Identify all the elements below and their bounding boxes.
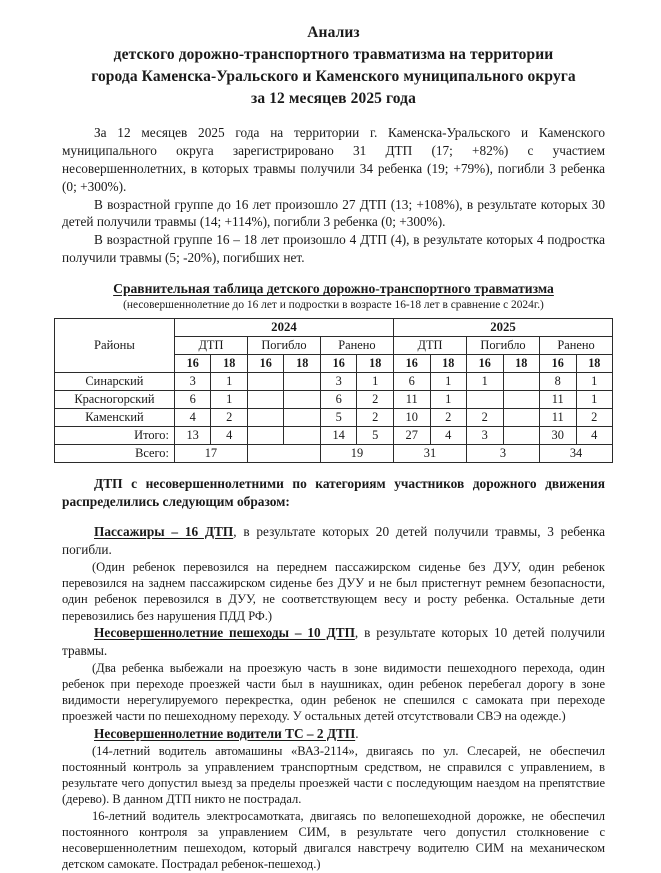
table-group-2024-dtp: ДТП: [174, 337, 247, 355]
table-cell-grand: 34: [540, 445, 613, 463]
section-note-drivers-2: 16-летний водитель электросамотката, двигаясь по велопешеходной дорожке, не обеспечил постоянного контроля за управлением СИМ, в результате чего допустил столкновение с несовершеннолетним пешеходом, который двигался навстречу водителю СИМ на механическом детском самокате. Пострадал ребенок-пешеход.): [62, 808, 605, 872]
table-cell: 1: [211, 391, 248, 409]
table-cell: 5: [357, 427, 394, 445]
table-cell: 2: [357, 409, 394, 427]
table-cell: [284, 427, 321, 445]
table-cell: 1: [430, 373, 467, 391]
page-title: [62, 22, 605, 110]
title-line-1: Анализ: [307, 24, 360, 41]
table-head: [54, 319, 612, 373]
table-cell-region: Каменский: [54, 409, 174, 427]
table-cell: [503, 427, 540, 445]
table-cell: 4: [174, 409, 211, 427]
table-year-2025: 2025: [394, 319, 613, 337]
table-cell: 6: [394, 373, 431, 391]
table-cell-grand: 17: [174, 445, 247, 463]
table-corner-header: Районы: [54, 319, 174, 373]
table-row: [54, 409, 612, 427]
table-cell: 6: [320, 391, 357, 409]
table-cell-grand: 31: [394, 445, 467, 463]
table-cell: [247, 427, 284, 445]
table-row: [54, 391, 612, 409]
table-cell: [284, 391, 321, 409]
table-cell: 2: [467, 409, 504, 427]
table-cell: 27: [394, 427, 431, 445]
table-group-2025-dtp: ДТП: [394, 337, 467, 355]
table-cell-grand: [247, 445, 320, 463]
table-cell: 1: [357, 373, 394, 391]
table-cell: 30: [540, 427, 577, 445]
title-line-4: за 12 месяцев 2025 года: [251, 90, 416, 107]
table-cell: [247, 373, 284, 391]
table-cell: [247, 391, 284, 409]
table-cell: [284, 409, 321, 427]
table-cell: 11: [540, 409, 577, 427]
title-line-2: детского дорожно-транспортного травматизма на территории: [113, 46, 554, 63]
table-cell: 3: [174, 373, 211, 391]
table-cell: 2: [576, 409, 613, 427]
table-cell: 1: [576, 391, 613, 409]
table-header-row-year: [54, 319, 612, 337]
table-body: [54, 373, 612, 463]
table-cell: 10: [394, 409, 431, 427]
table-group-2024-injured: Ранено: [320, 337, 393, 355]
table-cell-region: Красногорский: [54, 391, 174, 409]
table-caption: [62, 280, 605, 311]
title-line-3: города Каменска-Уральского и Каменского муниципального округа: [91, 68, 576, 85]
table-age-header: 16: [540, 355, 577, 373]
section-pedestrians: [62, 624, 605, 660]
section-heading-pedestrians: Несовершеннолетние пешеходы – 10 ДТП: [94, 624, 355, 640]
table-age-header: 18: [503, 355, 540, 373]
table-age-header: 16: [174, 355, 211, 373]
table-cell: [503, 373, 540, 391]
table-cell: [503, 391, 540, 409]
table-cell: 1: [211, 373, 248, 391]
table-cell: 4: [430, 427, 467, 445]
section-heading-passengers: Пассажиры – 16 ДТП: [94, 524, 234, 540]
table-cell: [467, 391, 504, 409]
table-cell: 6: [174, 391, 211, 409]
paragraph-group-16-18: В возрастной группе 16 – 18 лет произошло 4 ДТП (4), в результате которых 4 подростка получили травмы (5; -20%), погибших нет.: [62, 232, 605, 266]
table-cell: 2: [211, 409, 248, 427]
table-cell-grand: 3: [467, 445, 540, 463]
table-caption-main: Сравнительная таблица детского дорожно-транспортного травматизма: [113, 281, 554, 296]
section-drivers: [62, 725, 605, 743]
table-cell: 1: [467, 373, 504, 391]
table-age-header: 16: [394, 355, 431, 373]
table-cell-region: Синарский: [54, 373, 174, 391]
table-cell: 4: [211, 427, 248, 445]
comparison-table: [54, 318, 613, 463]
table-cell: 11: [394, 391, 431, 409]
table-group-2024-killed: Погибло: [247, 337, 320, 355]
table-caption-sub: (несовершеннолетние до 16 лет и подростки в возрасте 16-18 лет в сравнение с 2024г.): [123, 299, 544, 311]
table-group-2025-injured: Ранено: [540, 337, 613, 355]
table-cell: 2: [357, 391, 394, 409]
table-row-grand-total: [54, 445, 612, 463]
table-age-header: 18: [284, 355, 321, 373]
table-cell: 3: [467, 427, 504, 445]
section-heading-rest: , в результате которых 20 детей получили травмы, 3 ребенка погибли.: [62, 524, 605, 558]
section-heading-drivers: Несовершеннолетние водители ТС – 2 ДТП: [94, 725, 356, 741]
table-age-header: 18: [430, 355, 467, 373]
table-age-header: 16: [247, 355, 284, 373]
table-age-header: 18: [357, 355, 394, 373]
table-cell: 5: [320, 409, 357, 427]
table-age-header: 16: [467, 355, 504, 373]
table-row: [54, 373, 612, 391]
section-passengers: [62, 523, 605, 559]
section-note-passengers: (Один ребенок перевозился на переднем пассажирском сиденье без ДУУ, один ребенок перевозился на заднем пассажирском сиденье без ДУУ и не был пристегнут ремнем безопасности, один ребенок перевозился в ДУУ, не соответствующем весу и росту ребенка. Остальные дети перевозились без нарушения ПДД РФ.): [62, 559, 605, 623]
table-row-totals: [54, 427, 612, 445]
table-cell: 11: [540, 391, 577, 409]
paragraph-intro: За 12 месяцев 2025 года на территории г. Каменска-Уральского и Каменского муниципального округа зарегистрировано 31 ДТП (17; +82%) с участием несовершеннолетних, в которых травмы получили 34 ребенка (19; +79%), погибли 3 ребенка (0; +300%).: [62, 125, 605, 194]
table-age-header: 16: [320, 355, 357, 373]
section-heading-rest: .: [355, 725, 359, 741]
table-cell: 2: [430, 409, 467, 427]
paragraph-categories-intro: ДТП с несовершеннолетними по категориям участников дорожного движения распределились следующим образом:: [62, 476, 605, 510]
table-cell: [503, 409, 540, 427]
paragraph-group-under16: В возрастной группе до 16 лет произошло 27 ДТП (13; +108%), в результате которых 30 детей получили травмы (14; +114%), погибли 3 ребенка (0; +300%).: [62, 196, 605, 230]
comparison-table-wrapper: [62, 318, 605, 463]
table-cell: 3: [320, 373, 357, 391]
table-cell-grand: 19: [320, 445, 393, 463]
table-cell: [247, 409, 284, 427]
table-cell: 1: [576, 373, 613, 391]
table-age-header: 18: [211, 355, 248, 373]
table-cell: 4: [576, 427, 613, 445]
section-heading-rest: , в результате которых 10 детей получили травмы.: [62, 624, 605, 658]
table-cell-totals-label: Итого:: [54, 427, 174, 445]
table-cell: [284, 373, 321, 391]
section-note-drivers-1: (14-летний водитель автомашины «ВАЗ-2114», двигаясь по ул. Слесарей, не обеспечил постоянный контроль за управлением транспортным средством, не справился с управлением, в результате чего допустил выезд за пределы проезжей части с последующим наездом на препятствие (дерево). В данном ДТП никто не пострадал.: [62, 743, 605, 807]
table-group-2025-killed: Погибло: [467, 337, 540, 355]
table-age-header: 18: [576, 355, 613, 373]
table-year-2024: 2024: [174, 319, 393, 337]
table-cell: 8: [540, 373, 577, 391]
section-note-pedestrians: (Два ребенка выбежали на проезжую часть в зоне видимости пешеходного перехода, один ребенок при переходе проезжей части был в наушниках, один ребенок перебегал дорогу в зоне видимости нерегулируемого перекрестка, один ребенок не спешился с самоката при переходе проезжей части по пешеходному переходу. У остальных детей отсутствовали СВЭ на одежде.): [62, 660, 605, 724]
table-cell: 14: [320, 427, 357, 445]
table-cell: 1: [430, 391, 467, 409]
table-cell-grand-label: Всего:: [54, 445, 174, 463]
table-cell: 13: [174, 427, 211, 445]
